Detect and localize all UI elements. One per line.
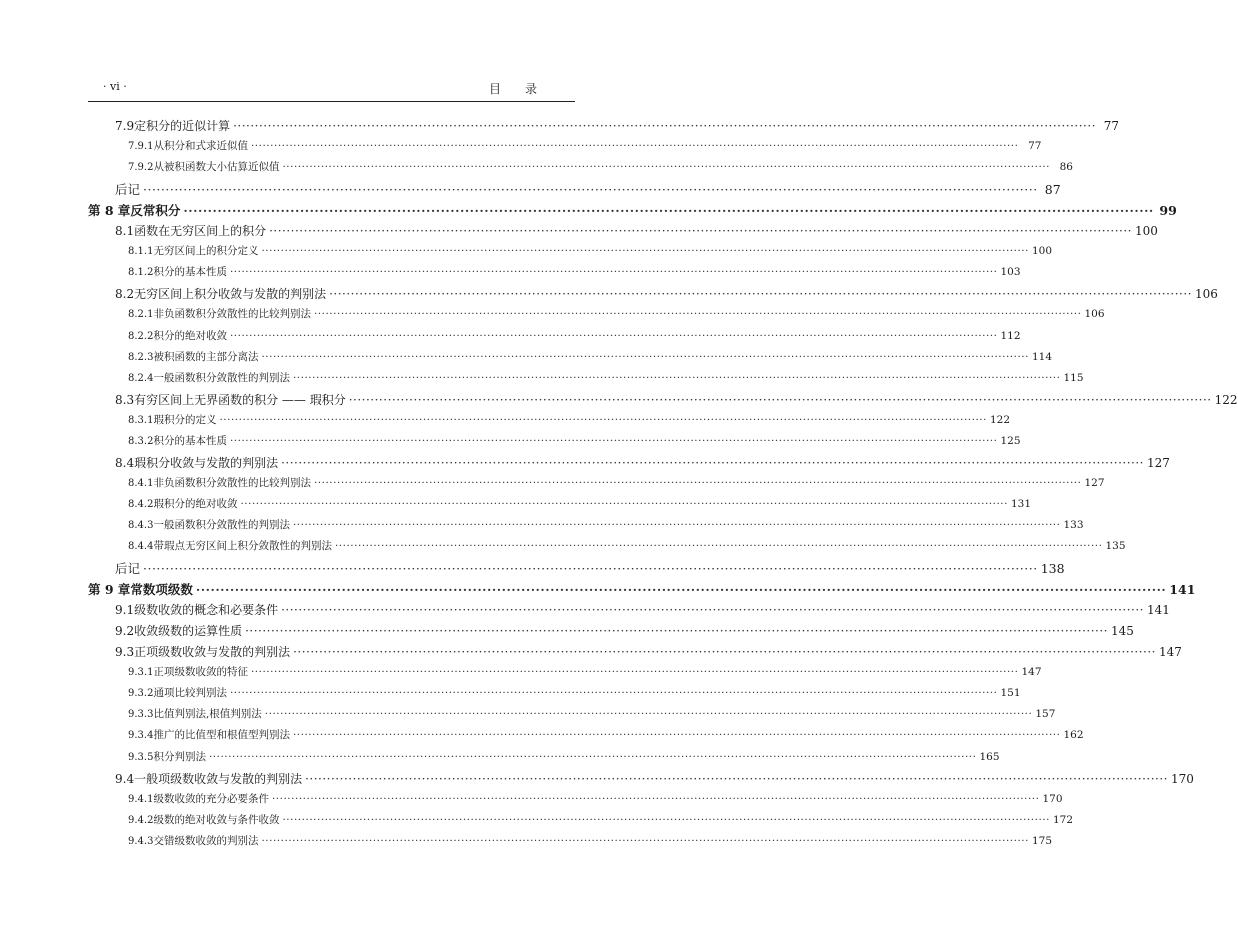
toc-entry-page: 147 xyxy=(1021,666,1042,679)
dot-leader: ········································································································································································································ xyxy=(281,603,1144,618)
toc-entry-title: 交错级数收敛的判别法 xyxy=(153,834,259,847)
toc-entry xyxy=(88,812,1074,830)
toc-entry-page: 122 xyxy=(989,413,1011,426)
toc-entry xyxy=(88,370,1084,388)
toc-entry-page: 141 xyxy=(1169,582,1196,598)
toc-entry xyxy=(88,496,1032,514)
toc-entry xyxy=(88,349,1053,367)
dot-leader: ········································································································································································································ xyxy=(269,224,1132,239)
dot-leader: ········································································································································································································ xyxy=(208,750,977,763)
dot-leader: ········································································································································································································ xyxy=(143,561,1038,577)
toc-entry-page: 103 xyxy=(1000,266,1021,279)
toc-entry-page: 77 xyxy=(1103,119,1119,133)
dot-leader: ········································································································································································································ xyxy=(292,729,1061,742)
toc-entry-page: 165 xyxy=(979,750,1000,763)
toc-entry-page: 170 xyxy=(1042,792,1063,805)
toc-entry xyxy=(88,433,1021,451)
dot-leader: ········································································································································································································ xyxy=(313,476,1082,489)
toc-entry xyxy=(88,391,1238,409)
toc-entry-number: 8.3 xyxy=(115,392,135,407)
toc-entry-title: 瑕积分的绝对收敛 xyxy=(153,497,238,510)
dot-leader: ········································································································································································································ xyxy=(261,834,1029,847)
toc-entry xyxy=(88,685,1021,703)
toc-entry xyxy=(88,622,1134,640)
toc-entry-title: 无穷区间上的积分定义 xyxy=(153,245,259,258)
dot-leader: ········································································································································································································ xyxy=(250,140,1019,153)
dot-leader: ········································································································································································································ xyxy=(240,497,1008,510)
dot-leader: ········································································································································································································ xyxy=(334,540,1103,552)
toc-entry-page: 122 xyxy=(1214,392,1238,407)
toc-entry-number: 8.2.3 xyxy=(128,351,154,363)
dot-leader: ········································································································································································································ xyxy=(271,792,1040,805)
toc-entry-title: 从被积函数大小估算近似值 xyxy=(153,161,280,174)
toc-entry xyxy=(88,180,1061,198)
toc-entry-title: 级数收敛的概念和必要条件 xyxy=(134,603,279,618)
toc-entry-page: 127 xyxy=(1147,455,1170,470)
toc-entry-page: 141 xyxy=(1147,603,1170,618)
toc-entry-title: 带瑕点无穷区间上积分敛散性的判别法 xyxy=(153,540,332,552)
toc-entry-title: 积分的基本性质 xyxy=(153,266,227,279)
dot-leader: ········································································································································································································ xyxy=(233,119,1096,133)
toc-entry-number: 8.1 xyxy=(115,224,135,239)
toc-entry-title: 比值判别法,根值判别法 xyxy=(153,708,262,721)
toc-entry-title: 一般项级数收敛与发散的判别法 xyxy=(134,771,303,786)
toc-entry xyxy=(88,833,1053,851)
toc-entry-page: 127 xyxy=(1084,476,1105,489)
dot-leader: ········································································································································································································ xyxy=(281,455,1144,470)
running-header xyxy=(88,80,575,102)
toc-entry xyxy=(88,580,1196,598)
toc-entry-title: 正项级数收敛的特征 xyxy=(153,666,248,679)
dot-leader: ········································································································································································································ xyxy=(292,518,1061,531)
toc-entry xyxy=(88,791,1063,809)
toc-entry xyxy=(88,601,1170,619)
toc-entry-title: 积分的基本性质 xyxy=(153,434,227,447)
dot-leader: ········································································································································································································ xyxy=(292,371,1061,384)
toc-entry-title: 瑕积分收敛与发散的判别法 xyxy=(134,455,279,470)
toc-entry xyxy=(88,706,1056,724)
toc-entry xyxy=(88,770,1194,788)
toc-entry-title: 后记 xyxy=(115,182,141,198)
toc-entry xyxy=(88,475,1105,493)
toc-entry-number: 9.3.5 xyxy=(128,751,154,763)
toc-entry xyxy=(88,412,1011,430)
dot-leader: ········································································································································································································ xyxy=(229,687,998,700)
toc-entry-title: 一般函数积分敛散性的判别法 xyxy=(153,518,290,531)
toc-entry-number: 7.9 xyxy=(115,119,135,133)
toc-entry-title: 非负函数积分敛散性的比较判别法 xyxy=(153,476,311,489)
toc-entry-page: 172 xyxy=(1052,813,1074,826)
toc-entry xyxy=(88,201,1177,219)
toc-entry-page: 77 xyxy=(1028,140,1042,153)
toc-entry-title: 积分判别法 xyxy=(153,750,206,763)
toc-entry-page: 131 xyxy=(1010,497,1032,510)
toc-entry xyxy=(88,222,1158,240)
dot-leader: ········································································································································································································ xyxy=(229,266,998,279)
toc-entry xyxy=(88,117,1119,135)
toc-entry xyxy=(88,727,1084,745)
toc-entry-title: 正项级数收敛与发散的判别法 xyxy=(134,645,291,660)
toc-entry-title: 定积分的近似计算 xyxy=(134,119,231,133)
toc-entry-title: 反常积分 xyxy=(130,203,181,219)
dot-leader: ········································································································································································································ xyxy=(282,813,1050,826)
toc-entry xyxy=(88,138,1042,156)
toc-entry-title: 一般函数积分敛散性的判别法 xyxy=(153,371,290,384)
toc-entry xyxy=(88,517,1084,535)
toc-entry-number: 9.4.2 xyxy=(128,814,154,826)
toc-entry-number: 8.2.2 xyxy=(128,330,154,342)
dot-leader: ········································································································································································································ xyxy=(261,245,1029,258)
toc-entry-page: 112 xyxy=(1000,329,1021,342)
toc-entry-number: 8.1.1 xyxy=(128,246,154,258)
dot-leader: ········································································································································································································ xyxy=(329,287,1192,302)
toc-entry-number: 9.3 xyxy=(115,645,135,660)
toc-entry-page: 170 xyxy=(1171,771,1194,786)
toc-entry-title: 瑕积分的定义 xyxy=(153,413,217,426)
toc-entry-title: 收敛级数的运算性质 xyxy=(134,624,243,639)
dot-leader: ········································································································································································································ xyxy=(219,413,987,426)
toc-entry-number: 7.9.2 xyxy=(128,162,154,174)
toc-entry-page: 100 xyxy=(1135,224,1158,239)
dot-leader: ········································································································································································································ xyxy=(261,350,1029,363)
toc-entry-page: 106 xyxy=(1084,308,1105,321)
toc-entry-page: 151 xyxy=(1000,687,1021,700)
dot-leader: ········································································································································································································ xyxy=(143,182,1038,198)
toc-entry-number: 8.3.1 xyxy=(128,414,154,426)
toc-entry-number: 第 9 章 xyxy=(88,582,131,598)
toc-entry-page: 99 xyxy=(1159,203,1177,219)
toc-entry xyxy=(88,285,1218,303)
dot-leader: ········································································································································································································ xyxy=(264,708,1033,721)
dot-leader: ········································································································································································································ xyxy=(229,329,998,342)
toc-entry-number: 9.3.4 xyxy=(128,730,154,742)
toc-entry-page: 138 xyxy=(1040,561,1065,577)
toc-entry-page: 145 xyxy=(1111,624,1134,639)
toc-entry-page: 115 xyxy=(1063,371,1084,384)
toc-entry-number: 9.3.2 xyxy=(128,688,154,700)
toc-entry xyxy=(88,664,1042,682)
toc-entry-number: 7.9.1 xyxy=(128,141,154,153)
toc-entry-page: 114 xyxy=(1031,350,1053,363)
toc-entry xyxy=(88,749,1000,767)
toc-entry-number: 9.3.1 xyxy=(128,667,154,679)
toc-entry-page: 175 xyxy=(1031,834,1053,847)
toc-entry-page: 100 xyxy=(1031,245,1053,258)
toc-entry-number: 8.2.4 xyxy=(128,372,154,384)
dot-leader: ········································································································································································································ xyxy=(282,161,1050,174)
toc-entry-number: 9.4.3 xyxy=(128,835,154,847)
toc-entry-page: 87 xyxy=(1044,182,1061,198)
toc-entry xyxy=(88,243,1053,261)
toc-entry-title: 常数项级数 xyxy=(130,582,193,598)
toc-entry xyxy=(88,643,1182,661)
toc-entry-number: 8.2.1 xyxy=(128,309,154,321)
toc-entry-number: 9.4.1 xyxy=(128,793,154,805)
toc-entry-title: 积分的绝对收敛 xyxy=(153,329,227,342)
toc-entry-number: 9.2 xyxy=(115,624,135,639)
toc-entry xyxy=(88,264,1021,282)
toc-entry-title: 从积分和式求近似值 xyxy=(153,140,248,153)
toc-entry xyxy=(88,454,1170,472)
toc-entry-page: 157 xyxy=(1035,708,1056,721)
toc-entry-title: 级数收敛的充分必要条件 xyxy=(153,792,269,805)
toc-entry-page: 162 xyxy=(1063,729,1084,742)
toc-entry-title: 函数在无穷区间上的积分 xyxy=(134,224,267,239)
toc-entry-title: 推广的比值型和根值型判别法 xyxy=(153,729,290,742)
toc-entry xyxy=(88,559,1065,577)
toc-entry-number: 8.3.2 xyxy=(128,435,154,447)
dot-leader: ········································································································································································································ xyxy=(348,392,1212,407)
dot-leader: ········································································································································································································ xyxy=(183,203,1154,219)
toc-entry-page: 135 xyxy=(1105,540,1126,552)
toc-entry-page: 106 xyxy=(1195,287,1218,302)
toc-entry-number: 8.4.2 xyxy=(128,498,154,510)
toc-entry-number: 9.1 xyxy=(115,603,135,618)
toc-entry-title: 非负函数积分敛散性的比较判别法 xyxy=(153,308,311,321)
dot-leader: ········································································································································································································ xyxy=(293,645,1156,660)
toc-entry-title: 通项比较判别法 xyxy=(153,687,227,700)
toc-entry-number: 8.4 xyxy=(115,455,135,470)
toc-entry-page: 125 xyxy=(1000,434,1021,447)
page-number: · vi · xyxy=(103,80,127,93)
toc-entry-number: 8.4.1 xyxy=(128,477,154,489)
toc-entry-title: 无穷区间上积分收敛与发散的判别法 xyxy=(134,287,327,302)
toc-entry xyxy=(88,159,1073,177)
running-title: 目录 xyxy=(488,82,561,96)
toc-entry-page: 133 xyxy=(1063,518,1084,531)
toc-entry-number: 第 8 章 xyxy=(88,203,131,219)
dot-leader: ········································································································································································································ xyxy=(313,308,1082,321)
toc-entry-title: 有穷区间上无界函数的积分 —— 瑕积分 xyxy=(134,392,346,407)
toc-entry-title: 级数的绝对收敛与条件收敛 xyxy=(153,813,280,826)
toc-entry xyxy=(88,328,1021,346)
dot-leader: ········································································································································································································ xyxy=(245,624,1108,639)
toc-entry-page: 147 xyxy=(1159,645,1182,660)
dot-leader: ········································································································································································································ xyxy=(305,771,1168,786)
dot-leader: ········································································································································································································ xyxy=(250,666,1019,679)
toc-entry-number: 8.2 xyxy=(115,287,135,302)
dot-leader: ········································································································································································································ xyxy=(229,434,998,447)
toc-entry-title: 后记 xyxy=(115,561,141,577)
toc-entry-number: 9.4 xyxy=(115,771,135,786)
toc-entry-title: 被积函数的主部分离法 xyxy=(153,350,259,363)
toc-entry xyxy=(88,538,1126,556)
toc-entry xyxy=(88,306,1105,324)
toc-entry-number: 8.4.4 xyxy=(128,541,154,552)
toc-entry-number: 8.1.2 xyxy=(128,267,154,279)
dot-leader: ········································································································································································································ xyxy=(195,582,1167,598)
toc-entry-number: 9.3.3 xyxy=(128,709,154,721)
toc-entry-number: 8.4.3 xyxy=(128,519,154,531)
toc-entry-page: 86 xyxy=(1059,161,1073,174)
